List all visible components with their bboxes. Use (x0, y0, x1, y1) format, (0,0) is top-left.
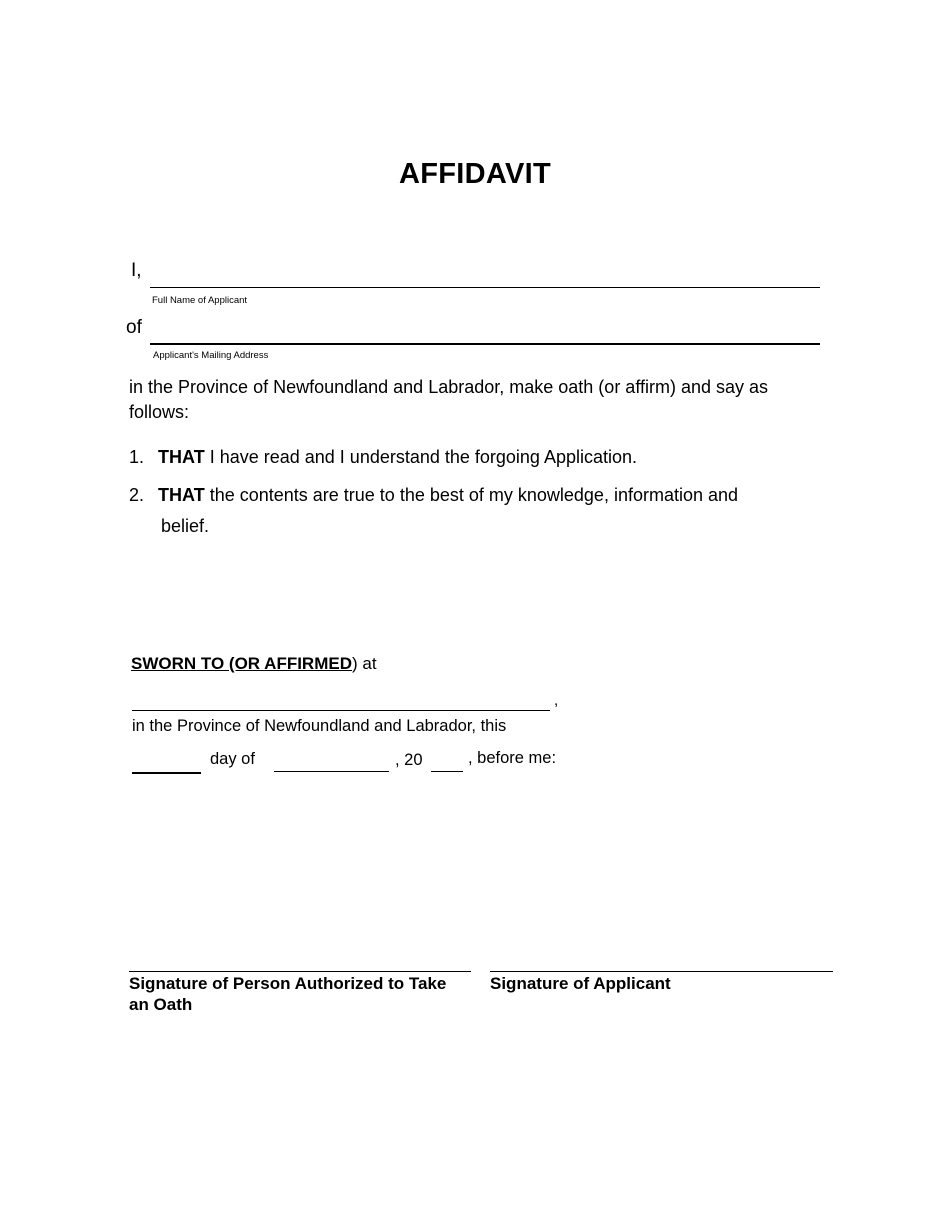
applicant-signature-line[interactable] (490, 971, 833, 972)
authorized-signature-label: Signature of Person Authorized to Take an Oath (129, 974, 447, 1014)
clause-text: I have read and I understand the forgoing Application. (204, 447, 638, 467)
clause-2 (129, 483, 738, 508)
applicant-signature-label: Signature of Applicant (490, 974, 671, 993)
year-prefix: , 20 (395, 751, 423, 769)
applicant-name-field[interactable] (150, 264, 820, 288)
applicant-address-caption: Applicant's Mailing Address (153, 350, 269, 361)
clause-number: 1. (129, 447, 145, 467)
intro-line-2: follows: (129, 402, 190, 422)
year-field[interactable] (431, 753, 463, 772)
sworn-heading-rest: ) at (351, 654, 377, 673)
sworn-place-field[interactable] (132, 690, 550, 711)
jurat-province-line: in the Province of Newfoundland and Labrador, this (132, 717, 507, 735)
name-prefix: I, (131, 260, 142, 281)
before-me-text: , before me: (468, 749, 557, 767)
day-field[interactable] (132, 753, 201, 774)
clause-keyword: THAT (158, 485, 205, 505)
authorized-signature-line[interactable] (129, 971, 471, 972)
clause-2-continuation: belief. (161, 516, 210, 536)
intro-line-1: in the Province of Newfoundland and Labrador, make oath (or affirm) and say as (129, 377, 769, 397)
clause-number: 2. (129, 485, 145, 505)
sworn-heading-underlined: SWORN TO (OR AFFIRMED (131, 654, 352, 673)
month-field[interactable] (274, 753, 389, 772)
clause-1 (129, 445, 637, 470)
applicant-name-caption: Full Name of Applicant (152, 295, 248, 306)
place-comma: , (554, 692, 559, 709)
applicant-address-field[interactable] (150, 320, 820, 345)
clause-keyword: THAT (158, 447, 205, 467)
day-of-label: day of (210, 750, 255, 768)
address-prefix: of (126, 317, 142, 338)
clause-text: the contents are true to the best of my knowledge, information and (204, 485, 739, 505)
sworn-heading (131, 654, 377, 674)
document-title: AFFIDAVIT (399, 158, 551, 190)
